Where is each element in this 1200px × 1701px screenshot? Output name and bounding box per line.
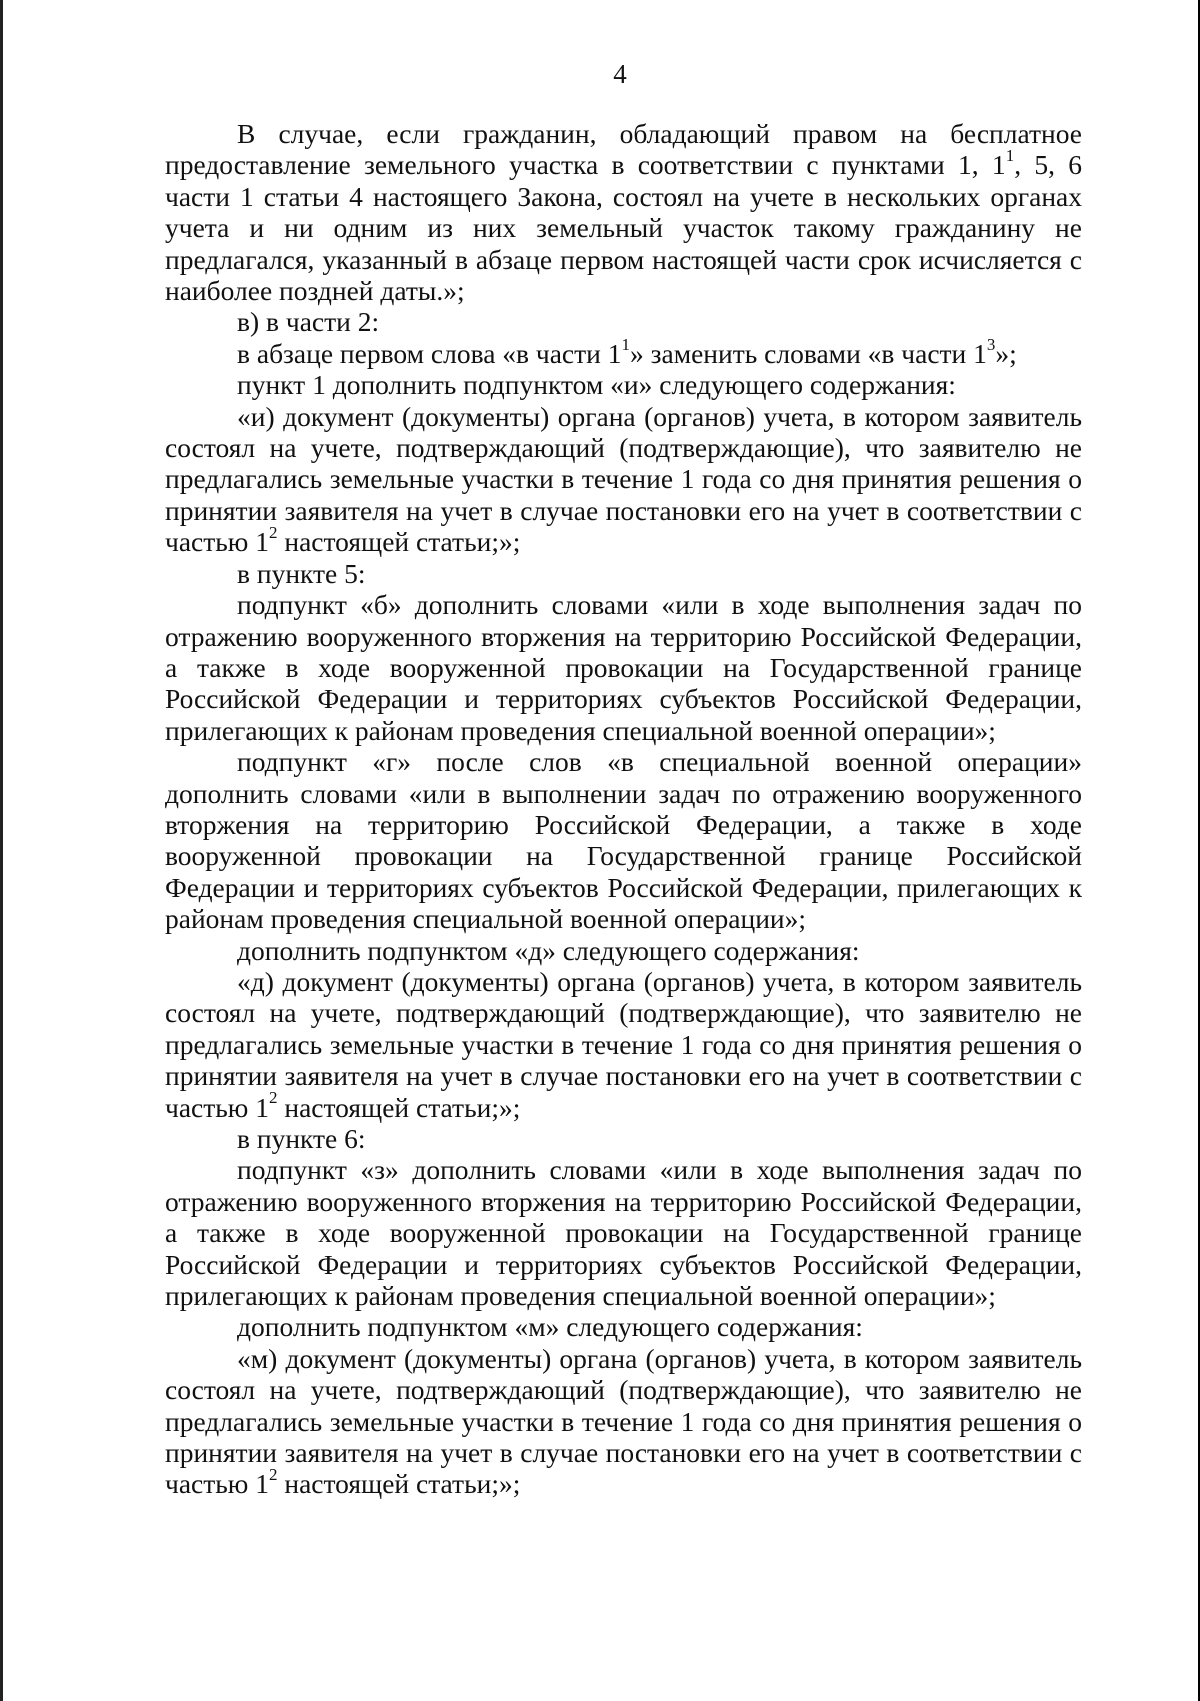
paragraph-text: , 5, 6 части 1 статьи 4 настоящего Закона, состоял на учете в нескольких органах учета и ни одним из них земельный участок такому гражданину не предлагался, указанный в абзаце первом настоящей части срок исчисляется с наиболее поздней даты.»; [165, 149, 1083, 307]
paragraph-text: настоящей статьи;»; [277, 526, 521, 558]
superscript-index: 1 [621, 334, 630, 354]
paragraph [165, 1311, 1082, 1342]
paragraph-text: пункт 1 дополнить подпунктом «и» следующего содержания: [237, 369, 956, 401]
superscript-index: 2 [268, 1465, 278, 1485]
paragraph [165, 1343, 1082, 1500]
paragraph-text: настоящей статьи;»; [277, 1468, 521, 1500]
paragraph-text: в) в части 2: [237, 306, 380, 338]
paragraph-text: «д) документ (документы) органа (органов) учета, в котором заявитель состоял на учете, подтверждающий (подтверждающие), что заявителю не предлагались земельные участки в течение 1 года со дня принятия решения о принятии заявителя на учет в случае постановки его на учет в соответствии с частью 1 [165, 965, 1082, 1123]
paragraph [165, 334, 1082, 369]
paragraph-text: подпункт «з» дополнить словами «или в ходе выполнения задач по отражению вооруженного вторжения на территорию Российской Федерации, а также в ходе вооруженной провокации на Государственной границе Российской Федерации и территориях субъектов Российской Федерации, прилегающих к районам проведения специальной военной операции»; [165, 1154, 1082, 1312]
paragraph-text: дополнить подпунктом «д» следующего содержания: [237, 934, 860, 966]
superscript-index: 1 [1005, 146, 1015, 166]
paragraph [165, 118, 1082, 306]
paragraph [165, 1123, 1082, 1154]
paragraph-text: «и) документ (документы) органа (органов) учета, в котором заявитель состоял на учете, подтверждающий (подтверждающие), что заявителю не предлагались земельные участки в течение 1 года со дня принятия решения о принятии заявителя на учет в случае постановки его на учет в соответствии с частью 1 [165, 400, 1082, 558]
paragraph [165, 369, 1082, 400]
paragraph-text: «м) документ (документы) органа (органов) учета, в котором заявитель состоял на учете, подтверждающий (подтверждающие), что заявителю не предлагались земельные участки в течение 1 года со дня принятия решения о принятии заявителя на учет в случае постановки его на учет в соответствии с частью 1 [165, 1342, 1082, 1500]
paragraph-text: в пункте 6: [237, 1123, 366, 1154]
paragraph [165, 306, 1082, 337]
paragraph-text: подпункт «г» после слов «в специальной военной операции» дополнить словами «или в выполнении задач по отражению вооруженного вторжения на территорию Российской Федерации, а также в ходе вооруженной провокации на Государственной границе Российской Федерации и территориях субъектов Российской Федерации, прилегающих к районам проведения специальной военной операции»; [165, 746, 1082, 935]
paragraph-text: в пункте 5: [237, 557, 366, 589]
paragraph [165, 589, 1082, 746]
paragraph [165, 1154, 1082, 1311]
paragraph [165, 935, 1082, 966]
superscript-index: 2 [268, 1088, 278, 1108]
paragraph-text: настоящей статьи;»; [277, 1091, 521, 1123]
paragraph-text: » заменить словами «в части 1 [630, 337, 987, 369]
paragraph [165, 401, 1082, 558]
page-number: 4 [613, 59, 627, 89]
paragraph-text: В случае, если гражданин, обладающий правом на бесплатное предоставление земельного участка в соответствии с пунктами 1, 1 [165, 118, 1082, 181]
scan-edge-left [0, 0, 3, 1701]
superscript-index: 3 [986, 334, 996, 354]
paragraph-text: »; [995, 337, 1017, 369]
paragraph [165, 966, 1082, 1123]
paragraph [165, 746, 1082, 934]
paragraph-text: дополнить подпунктом «м» следующего содержания: [237, 1311, 863, 1343]
paragraph-text: в абзаце первом слова «в части 1 [237, 337, 622, 369]
paragraph [165, 558, 1082, 589]
paragraph-text: подпункт «б» дополнить словами «или в ходе выполнения задач по отражению вооруженного вторжения на территорию Российской Федерации, а также в ходе вооруженной провокации на Государственной границе Российской Федерации и территориях субъектов Российской Федерации, прилегающих к районам проведения специальной военной операции»; [165, 589, 1082, 746]
superscript-index: 2 [268, 523, 278, 543]
document-body [165, 118, 1082, 1500]
